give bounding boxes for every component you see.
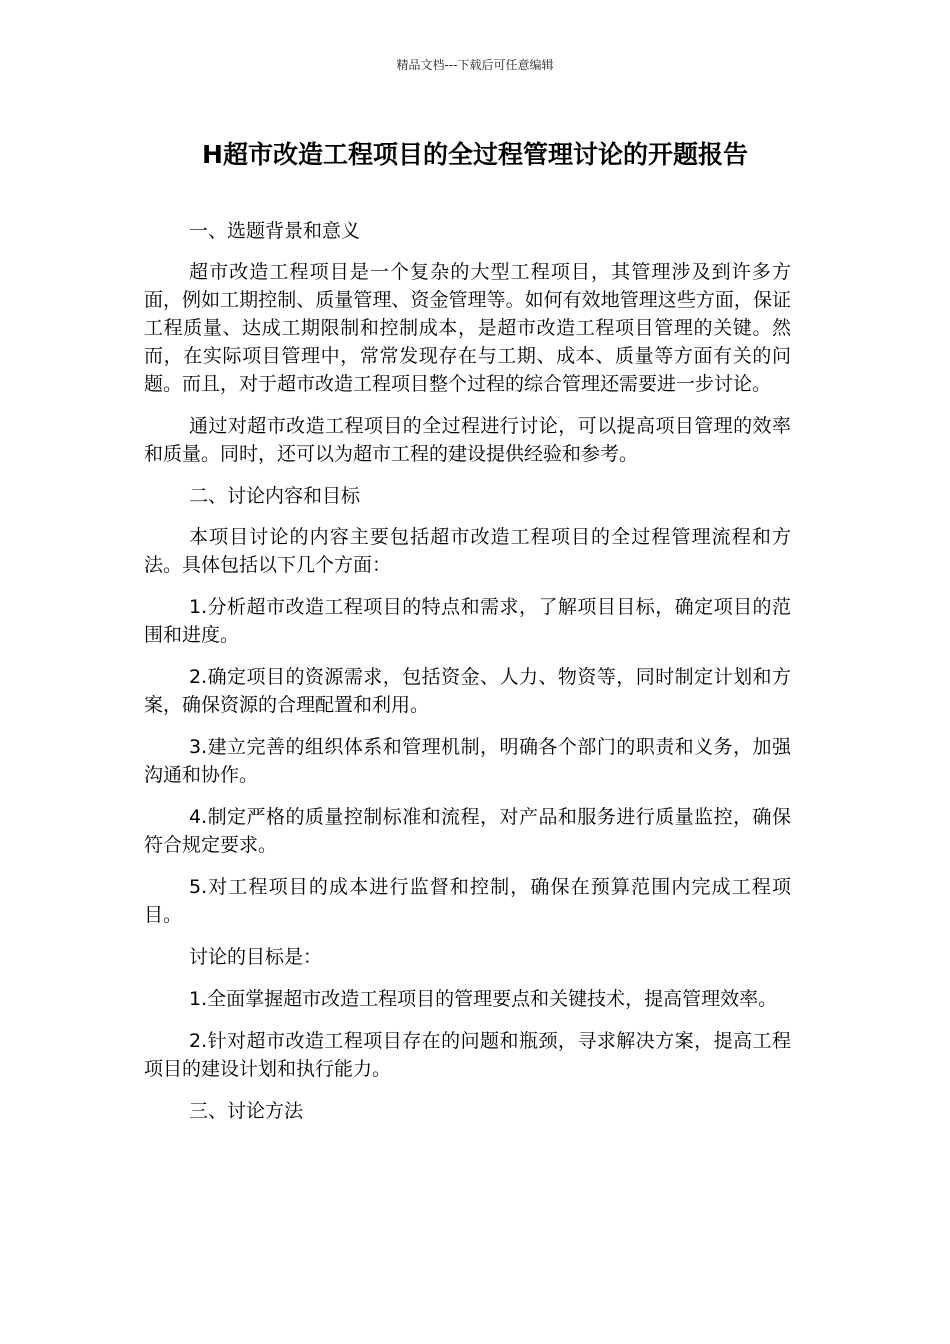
section-heading-content-goals: 二、讨论内容和目标 — [189, 485, 361, 507]
list-item-content-4: 4.制定严格的质量控制标准和流程，对产品和服务进行质量监控，确保符合规定要求。 — [144, 806, 791, 856]
paragraph-content-intro: 本项目讨论的内容主要包括超市改造工程项目的全过程管理流程和方法。具体包括以下几个方面： — [144, 526, 791, 576]
section-heading-background: 一、选题背景和意义 — [189, 220, 361, 242]
list-item-content-5: 5.对工程项目的成本进行监督和控制，确保在预算范围内完成工程项目。 — [144, 876, 791, 926]
paragraph-background-1: 超市改造工程项目是一个复杂的大型工程项目，其管理涉及到许多方面，例如工期控制、质量管理、资金管理等。如何有效地管理这些方面，保证工程质量、达成工期限制和控制成本，是超市改造工程项目管理的关键。然而，在实际项目管理中，常常发现存在与工期、成本、质量等方面有关的问题。而且，对于超市改造工程项目整个过程的综合管理还需要进一步讨论。 — [144, 261, 791, 395]
section-heading-methods: 三、讨论方法 — [189, 1100, 304, 1122]
paragraph-background-2: 通过对超市改造工程项目的全过程进行讨论，可以提高项目管理的效率和质量。同时，还可以为超市工程的建设提供经验和参考。 — [144, 415, 791, 465]
document-title: H超市改造工程项目的全过程管理讨论的开题报告 — [202, 140, 748, 169]
paragraph-goals-intro: 讨论的目标是： — [189, 946, 323, 968]
list-item-content-1: 1.分析超市改造工程项目的特点和需求，了解项目目标，确定项目的范围和进度。 — [144, 596, 791, 646]
document-body — [144, 217, 791, 1138]
list-item-content-3: 3.建立完善的组织体系和管理机制，明确各个部门的职责和义务，加强沟通和协作。 — [144, 736, 791, 786]
list-item-goal-2: 2.针对超市改造工程项目存在的问题和瓶颈，寻求解决方案，提高工程项目的建设计划和执行能力。 — [144, 1030, 791, 1080]
header-note: 精品文档---下载后可任意编辑 — [396, 58, 554, 72]
list-item-goal-1: 1.全面掌握超市改造工程项目的管理要点和关键技术，提高管理效率。 — [189, 988, 778, 1010]
list-item-content-2: 2.确定项目的资源需求，包括资金、人力、物资等，同时制定计划和方案，确保资源的合理配置和利用。 — [144, 666, 791, 716]
